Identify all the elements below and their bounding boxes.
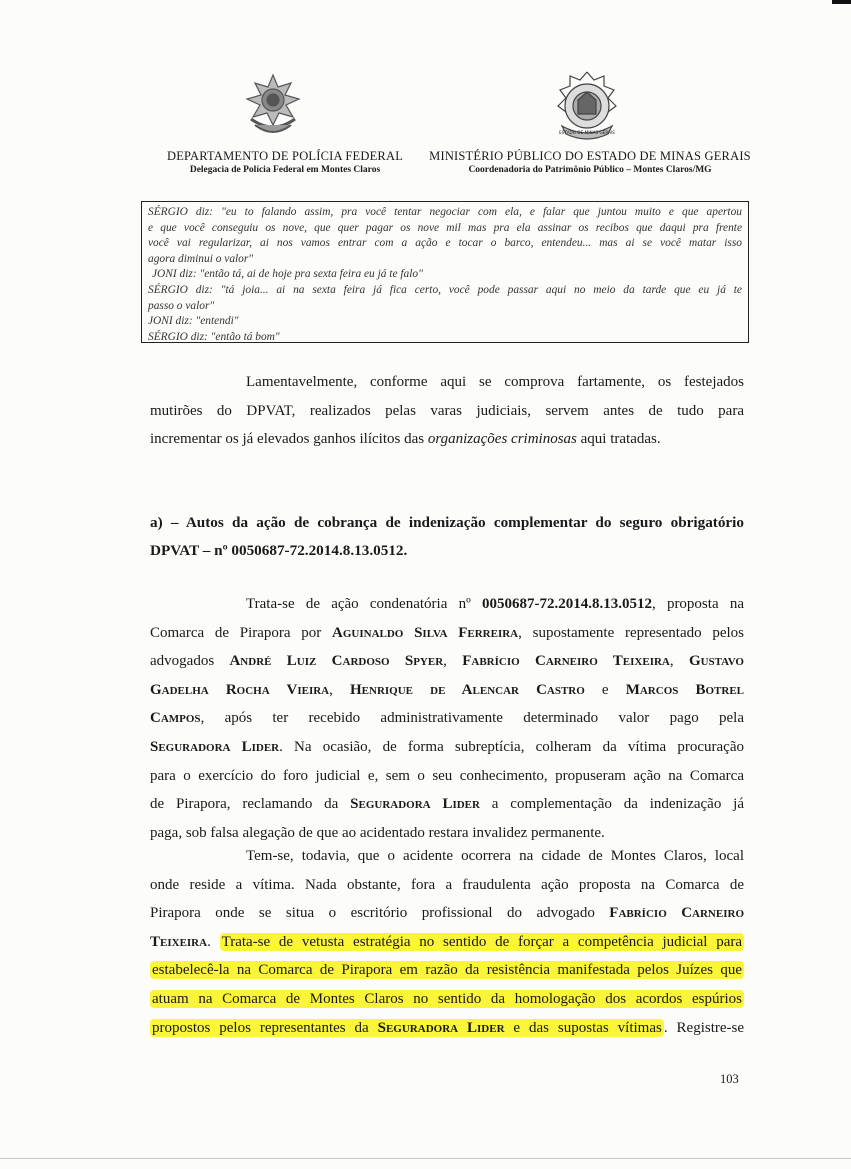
section-heading (150, 509, 744, 565)
lawyer-name: Fabrício Carneiro Teixeira (462, 653, 670, 670)
text-line (150, 985, 744, 1014)
transcript-line: passo o valor" (148, 299, 215, 312)
lawyer-name: Teixeira (150, 933, 208, 950)
brazil-coat-of-arms-icon (243, 73, 303, 141)
transcript-line: e que você conseguiu os nove, que quer pagar os nove mil mas pra ela assinar os recibos que daqui pra frente (148, 221, 742, 234)
transcript-line: JONI diz: "então tá, ai de hoje pra sexta feira eu já te falo" (152, 268, 423, 281)
highlighted-text: estabelecê-la na Comarca de Pirapora em razão da resistência manifestada pelos Juízes que (152, 962, 742, 979)
text-line: Tem-se, todavia, que o acidente ocorrera na cidade de Montes Claros, local (246, 848, 744, 864)
lawyer-name: Gustavo (688, 653, 744, 670)
text-line: Teixeira. Trata-se de vetusta estratégia no sentido de forçar a competência judicial para (150, 933, 743, 950)
highlighted-text: propostos pelos representantes da Seguradora Lider e das supostas vítimas (152, 1019, 662, 1036)
ministry-subtitle: Coordenadoria do Patrimônio Público – Montes Claros/MG (468, 165, 712, 175)
transcript-line: agora diminui o valor" (148, 252, 254, 265)
lawyer-name: Fabrício Carneiro (609, 905, 744, 922)
text-line: de Pirapora, reclamando da Seguradora Lider a complementação da indenização já (150, 796, 744, 813)
text-line (150, 956, 744, 985)
text-line: Comarca de Pirapora por Aguinaldo Silva Ferreira, supostamente representado pelos (150, 624, 744, 641)
transcript-line: SÉRGIO diz: "tá joia... ai na sexta feira já fica certo, você pode passar aqui no meio da tarde que eu já te (148, 283, 742, 296)
heading-line: DPVAT – nº 0050687-72.2014.8.13.0512. (150, 542, 408, 559)
insurer-name: Seguradora Lider (377, 1019, 505, 1036)
insurer-name: Seguradora Lider (150, 738, 280, 755)
text-line: Gadelha Rocha Vieira, Henrique de Alencar Castro e Marcos Botrel (150, 681, 744, 698)
insurer-name: Seguradora Lider (350, 796, 480, 813)
transcript-line: você vai regularizar, ai nos vamos entrar com a ação e tocar o barco, entendeu... mas ai se você matar isso (148, 237, 742, 250)
case-number: 0050687-72.2014.8.13.0512 (481, 596, 652, 612)
transcript-line: JONI diz: "entendi" (148, 315, 239, 328)
text-line: advogados André Luiz Cardoso Spyer, Fabrício Carneiro Teixeira, Gustavo (150, 653, 744, 670)
ministry-name: MINISTÉRIO PÚBLICO DO ESTADO DE MINAS GERAIS (429, 149, 751, 163)
minas-gerais-coat-of-arms-icon (548, 68, 626, 146)
highlighted-text: Trata-se de vetusta estratégia no sentido de forçar a competência judicial para (221, 933, 743, 950)
page-number: 103 (720, 1072, 739, 1086)
lawyer-name: Gadelha Rocha Vieira (150, 681, 330, 698)
text-line: mutirões do DPVAT, realizados pelas varas judiciais, servem antes de tudo para (150, 402, 744, 419)
text-line: propostos pelos representantes da Seguradora Lider e das supostas vítimas . Registre-se (152, 1019, 745, 1036)
paragraph-competencia (150, 842, 744, 1042)
emphasis-text: organizações criminosas (427, 431, 577, 448)
department-name: DEPARTAMENTO DE POLÍCIA FEDERAL (166, 149, 404, 163)
scan-corner-mark (832, 0, 851, 4)
text-line: Seguradora Lider. Na ocasião, de forma subreptícia, colheram da vítima procuração (150, 738, 744, 755)
scan-edge-line (0, 1158, 851, 1159)
text-line: onde reside a vítima. Nada obstante, fora a fraudulenta ação proposta na Comarca de (150, 876, 744, 893)
emblem-ribbon-text: ESTADO DE MINAS GERAIS (559, 130, 615, 135)
heading-line: a) – Autos da ação de cobrança de indenização complementar do seguro obrigatório (150, 514, 744, 531)
highlighted-text: atuam na Comarca de Montes Claros no sentido da homologação dos acordos espúrios (152, 990, 742, 1007)
transcript-line: SÉRGIO diz: "então tá bom" (148, 330, 280, 343)
text-line: Pirapora onde se situa o escritório profissional do advogado Fabrício Carneiro (150, 905, 744, 922)
lawyer-name: André Luiz Cardoso Spyer (229, 653, 444, 670)
header-right (425, 149, 755, 177)
text-line: Trata-se de ação condenatória nº 0050687-72.2014.8.13.0512, proposta na (246, 596, 744, 612)
party-name: Aguinaldo Silva Ferreira (332, 624, 519, 641)
lawyer-name: Henrique de Alencar Castro (350, 681, 585, 698)
paragraph-acao (150, 590, 744, 847)
lawyer-name: Marcos Botrel (625, 681, 744, 698)
text-line: Campos, após ter recebido administrativamente determinado valor pago pela (150, 710, 744, 727)
transcript-box (141, 201, 749, 343)
text-line: Lamentavelmente, conforme aqui se comprova fartamente, os festejados (246, 374, 744, 390)
text-line: paga, sob falsa alegação de que ao acidentado restara invalidez permanente. (150, 824, 605, 841)
text-line: para o exercício do foro judicial e, sem o seu conhecimento, propuseram ação na Comarca (150, 767, 744, 784)
lawyer-name: Campos (150, 710, 201, 727)
paragraph-mutiroes (150, 368, 744, 454)
header-left (160, 149, 410, 177)
transcript-line: SÉRGIO diz: "eu to falando assim, pra você tentar negociar com ela, e falar que juntou muito e que apertou (148, 206, 742, 218)
department-subtitle: Delegacia de Polícia Federal em Montes Claros (189, 165, 381, 175)
text-line: incrementar os já elevados ganhos ilícitos das organizações criminosas aqui tratadas. (150, 431, 661, 448)
